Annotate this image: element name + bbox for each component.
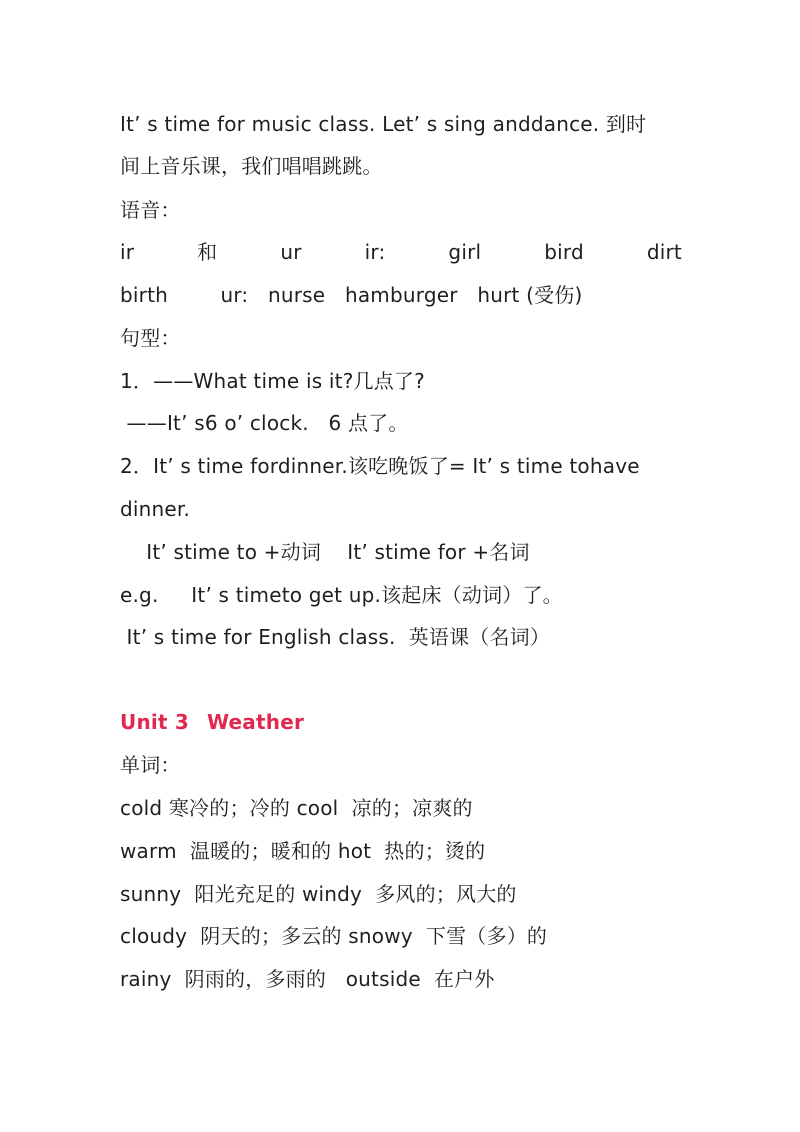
vocab-line: rainy 阴雨的，多雨的 outside 在户外 bbox=[120, 967, 495, 991]
unit-number: Unit 3 bbox=[120, 710, 189, 734]
unit-heading bbox=[120, 708, 682, 736]
pattern-2-line-1: 2．It’ s time fordinner.该吃晚饭了= It’ s time tohave bbox=[120, 454, 640, 478]
unit-title: Weather bbox=[206, 710, 305, 734]
vocab-label: 单词： bbox=[120, 753, 181, 777]
phonics-word: ur bbox=[280, 240, 302, 264]
phonics-label: 语音： bbox=[120, 198, 181, 222]
phonics-row-ir bbox=[120, 238, 682, 266]
vocab-line: sunny 阳光充足的 windy 多风的；风大的 bbox=[120, 882, 517, 906]
vocab-line: cloudy 阴天的；多云的 snowy 下雪（多）的 bbox=[120, 924, 548, 948]
phonics-row-ur: birth ur: nurse hamburger hurt (受伤) bbox=[120, 283, 583, 307]
pattern-1-answer: ——It’ s6 o’ clock. 6 点了。 bbox=[120, 411, 409, 435]
pattern-1-question: 1．——What time is it?几点了? bbox=[120, 369, 425, 393]
phonics-word: bird bbox=[544, 240, 584, 264]
pattern-2-line-2: dinner. bbox=[120, 497, 191, 521]
vocab-line: warm 温暖的；暖和的 hot 热的；烫的 bbox=[120, 839, 486, 863]
phonics-word: girl bbox=[448, 240, 482, 264]
grammar-rule: It’ stime to +动词 It’ stime for +名词 bbox=[120, 540, 530, 564]
phonics-word: dirt bbox=[646, 240, 682, 264]
sentence-music-class-translation: 间上音乐课，我们唱唱跳跳。 bbox=[120, 154, 383, 178]
example-2: It’ s time for English class. 英语课（名词） bbox=[120, 625, 551, 649]
example-1: e.g. It’ s timeto get up.该起床（动词）了。 bbox=[120, 583, 563, 607]
pattern-label: 句型： bbox=[120, 326, 181, 350]
vocab-line: cold 寒冷的；冷的 cool 凉的；凉爽的 bbox=[120, 796, 473, 820]
phonics-word: ir: bbox=[364, 240, 386, 264]
sentence-music-class: It’ s time for music class. Let’ s sing anddance. 到时 bbox=[120, 112, 647, 136]
phonics-word: 和 bbox=[197, 240, 218, 264]
phonics-word: ir bbox=[120, 240, 135, 264]
